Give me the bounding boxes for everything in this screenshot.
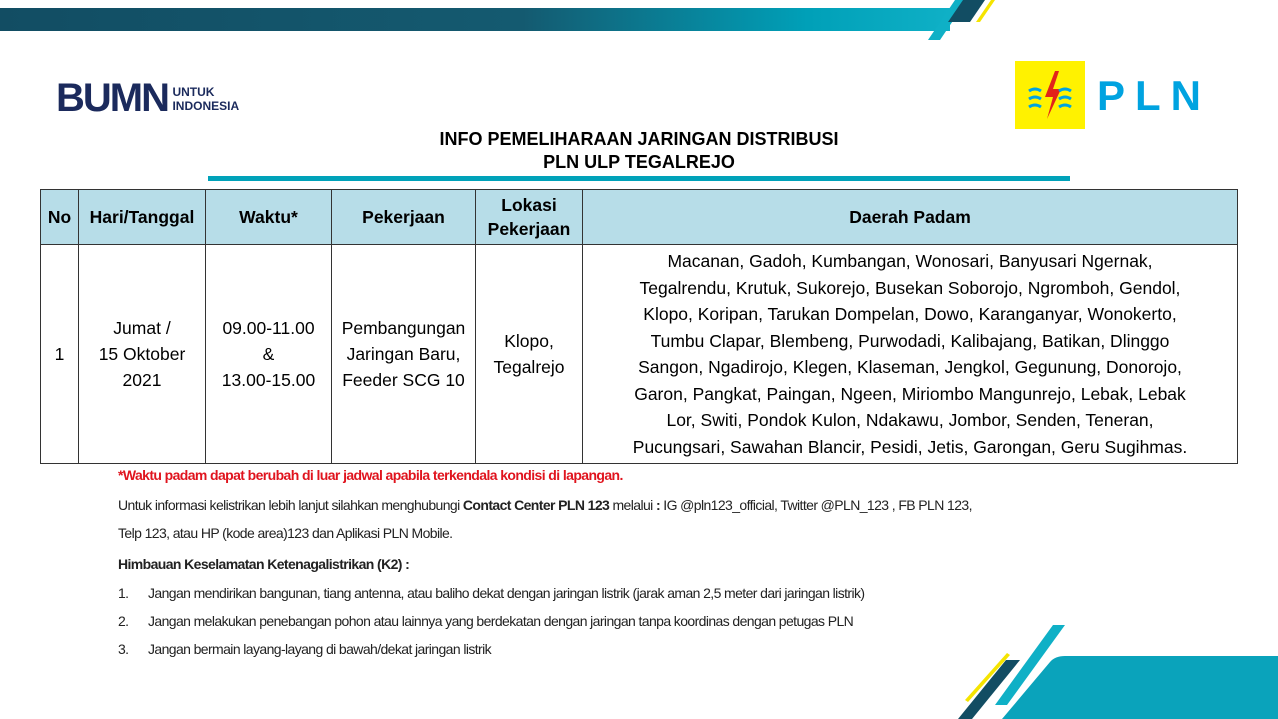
k2-item: 2. Jangan melakukan penebangan pohon atau lainnya yang berdekatan dengan jaringan tanpa koordinas dengan petugas PLN [118, 613, 854, 629]
cell-work: Pembangungan Jaringan Baru, Feeder SCG 10 [332, 245, 476, 464]
footer-decor [950, 620, 1278, 719]
header-no: No [41, 190, 79, 245]
k2-item: 3. Jangan bermain layang-layang di bawah/dekat jaringan listrik [118, 641, 492, 657]
table-row [41, 245, 1238, 464]
schedule-table [40, 189, 1238, 464]
cell-date: Jumat / 15 Oktober 2021 [79, 245, 206, 464]
header-date: Hari/Tanggal [79, 190, 206, 245]
header-decor-bar [0, 8, 950, 31]
table-header [41, 190, 1238, 245]
pln-logo-mark [1015, 61, 1085, 129]
contact-info-line2: Telp 123, atau HP (kode area)123 dan Aplikasi PLN Mobile. [118, 525, 453, 541]
cell-time: 09.00-11.00 & 13.00-15.00 [206, 245, 332, 464]
warning-note: *Waktu padam dapat berubah di luar jadwal apabila terkendala kondisi di lapangan. [118, 467, 623, 483]
page-title: INFO PEMELIHARAAN JARINGAN DISTRIBUSI PLN ULP TEGALREJO [439, 129, 839, 172]
header-decor-stripes [900, 0, 1020, 45]
header-work: Pekerjaan [332, 190, 476, 245]
bumn-logo: BUMN UNTUK INDONESIA [56, 76, 240, 120]
k2-title: Himbauan Keselamatan Ketenagalistrikan (K2) : [118, 556, 410, 572]
k2-item: 1. Jangan mendirikan bangunan, tiang antenna, atau baliho dekat dengan jaringan listrik (jarak aman 2,5 meter dari jaringan listrik) [118, 585, 865, 601]
contact-info: Untuk informasi kelistrikan lebih lanjut silahkan menghubungi Contact Center PLN 123 melalui : IG @pln123_official, Twitter @PLN_123 , FB PLN 123, [118, 497, 972, 513]
header-time: Waktu* [206, 190, 332, 245]
pln-logo-text: PLN [1097, 72, 1211, 119]
header-location: Lokasi Pekerjaan [476, 190, 583, 245]
title-underline [208, 176, 1070, 181]
cell-location: Klopo, Tegalrejo [476, 245, 583, 464]
header-area: Daerah Padam [583, 190, 1238, 245]
cell-no: 1 [41, 245, 79, 464]
cell-areas: Macanan, Gadoh, Kumbangan, Wonosari, Banyusari Ngernak, Tegalrendu, Krutuk, Sukorejo, Busekan Soborojo, Ngromboh, Gendol, Klopo, Koripan, Tarukan Dompelan, Dowo, Karanganyar, Wonokerto, Tumbu Clapar, Blembeng, Purwodadi, Kalibajang, Batikan, Dlinggo Sangon, Ngadirojo, Klegen, Klaseman, Jengkol, Gegunung, Donorojo, Garon, Pangkat, Paingan, Ngeen, Miriombo Mangunrejo, Lebak, Lebak Lor, Switi, Pondok Kulon, Ndakawu, Jombor, Senden, Teneran, Pucungsari, Sawahan Blancir, Pesidi, Jetis, Garongan, Geru Sugihmas. [583, 245, 1238, 464]
